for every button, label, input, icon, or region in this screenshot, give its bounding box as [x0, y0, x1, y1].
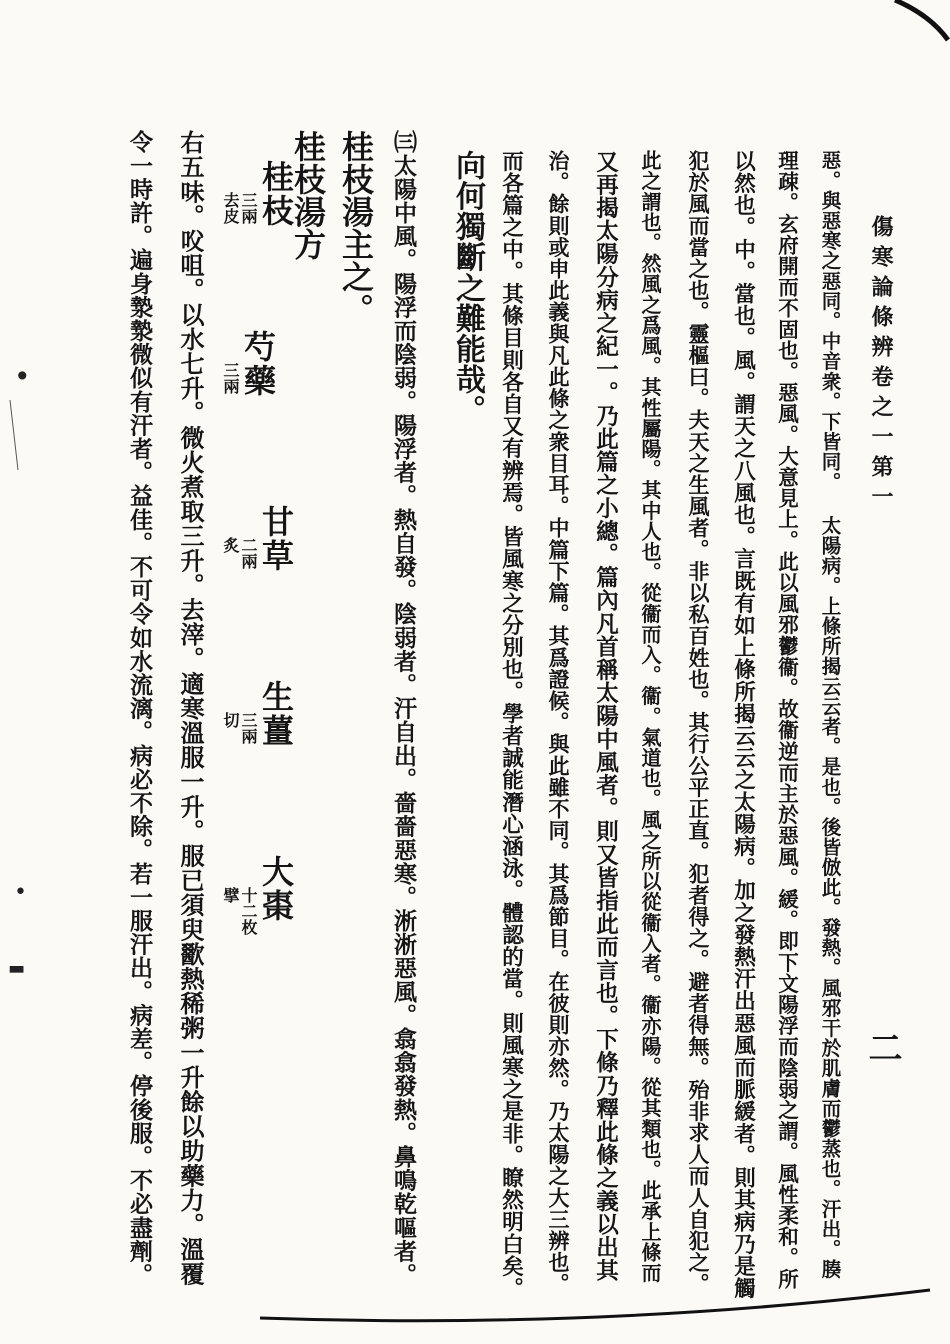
herb-prep: 去皮	[221, 192, 240, 224]
herb-name: 桂枝	[257, 160, 295, 228]
commentary-column: 而各篇之中。其條目則各自又有辨焉。皆風寒之分別也。學者誠能潛心涵泳。體認的當。則風寒之是非。瞭然明白矣。	[498, 150, 524, 1300]
herb-dose: 三兩	[239, 192, 258, 224]
commentary-column: 治。餘則或申此義與凡此條之衆目耳。中篇下篇。其爲證候。與此雖不同。其爲節目。在彼則亦然。乃太陽之大三辨也。	[546, 150, 571, 1295]
scan-speck: ▬	[8, 958, 26, 979]
commentary-column: 又再揭太陽分病之紀一。乃此篇之小總。篇內凡首稱太陽中風者。則又皆指此而言也。下條乃釋此條之義以出其	[592, 150, 619, 1282]
herb-name: 芍藥	[239, 330, 277, 398]
herb-entry	[221, 330, 277, 398]
herb-dose: 三兩	[239, 712, 258, 744]
formula-title: 桂枝湯方	[289, 130, 327, 261]
volume-label: 卷之一	[868, 365, 894, 455]
commentary-column: 理疎。玄府開而不固也。惡風。大意見上。此以風邪鬱衞。故衞逆而主於惡風。緩。即下文陽浮而陰弱之謂。風性柔和。所	[774, 150, 799, 1290]
herb-prep: 炙	[221, 537, 240, 553]
herb-name: 大棗	[257, 855, 295, 923]
instruction-column: 令一時許。遍身漐漐微似有汗者。益佳。不可令如水流漓。病必不除。若一服汗出。病差。停後服。不必盡劑。	[126, 130, 153, 1287]
commentary-column: 惡。與惡寒之惡同。中音衆。下皆同。 太陽病。上條所揭云云者。是也。後皆倣此。發熱。風邪干於肌膚而鬱蒸也。汗出。腠	[818, 150, 842, 1280]
herb-entry	[221, 855, 295, 935]
herb-name: 甘草	[257, 505, 295, 573]
herb-prep: 切	[221, 712, 240, 728]
scan-speck: •	[14, 360, 31, 393]
herb-prep: 擘	[221, 887, 240, 903]
herb-entry	[221, 505, 295, 573]
page-number: 二	[862, 1030, 902, 1064]
commentary-column: 犯於風而當之也。靈樞曰。夫天之生風者。非以私百姓也。其行公平正直。犯者得之。避者得無。殆非求人而人自犯之。	[686, 150, 711, 1295]
section-label: 第一	[868, 455, 894, 515]
running-header	[870, 215, 892, 515]
instruction-column: 右五味。㕮咀。以水七升。微火煮取三升。去滓。適寒溫服一升。服已須臾歠熱稀粥一升餘以助藥力。溫覆	[176, 130, 205, 1287]
commentary-column: 向何獨斷之難能哉。	[450, 150, 485, 426]
commentary-column: 以然也。中。當也。風。謂天之八風也。言既有如上條所揭云云之太陽病。加之發熱汗出惡風而脈緩者。則其病乃是觸	[730, 150, 756, 1300]
herb-name: 生薑	[257, 680, 295, 748]
book-title: 傷寒論條辨	[868, 215, 894, 365]
commentary-column: 此之謂也。然風之爲風。其性屬陽。其中人也。從衞而入。衞。氣道也。風之所以從衞入者。衞亦陽。從其類也。此承上條而	[638, 150, 662, 1283]
herb-dose: 十二枚	[239, 887, 258, 935]
main-text-column: ㈢太陽中風。陽浮而陰弱。陽浮者。熱自發。陰弱者。汗自出。嗇嗇惡寒。淅淅惡風。翕翕發熱。鼻鳴乾嘔者。	[390, 130, 417, 1287]
herb-entry	[221, 160, 295, 228]
herb-dose: 二兩	[239, 537, 258, 569]
main-text-column: 桂枝湯主之。	[337, 130, 375, 326]
herb-entry	[221, 680, 295, 748]
scan-speck: •	[14, 880, 27, 905]
herb-dose: 三兩	[221, 362, 240, 394]
